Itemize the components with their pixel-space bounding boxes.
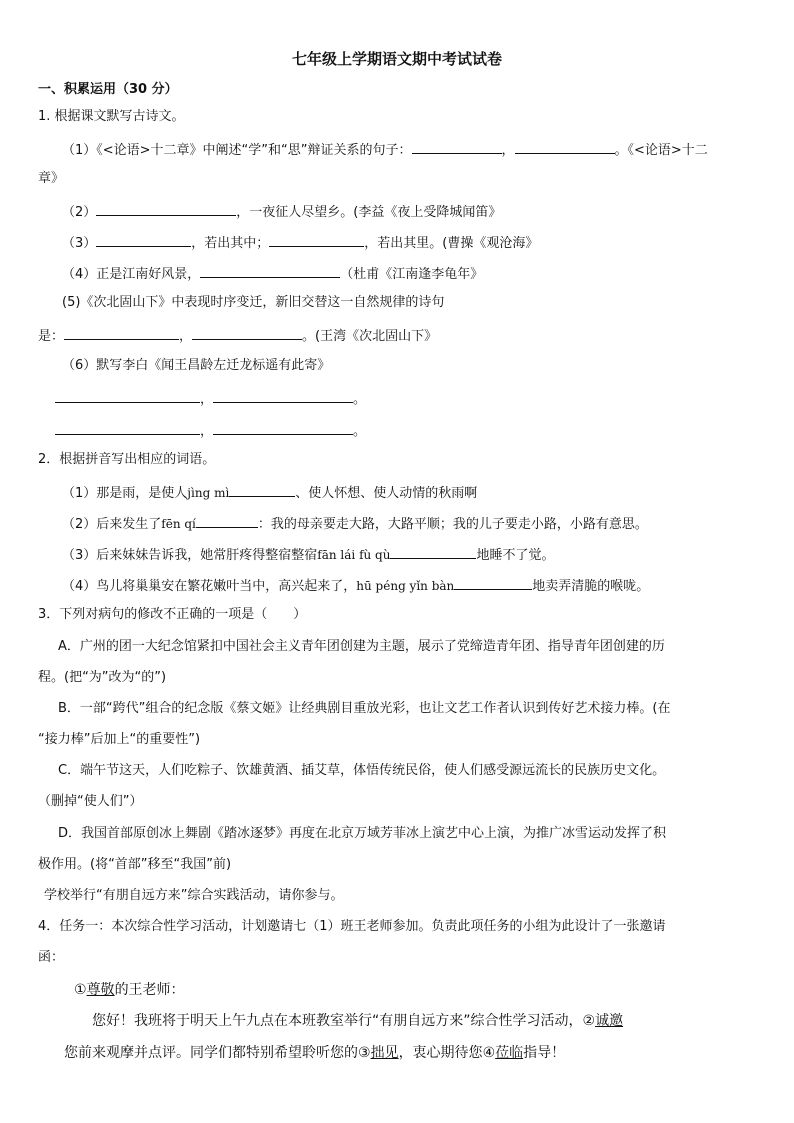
- option-c[interactable]: C．端午节这天，人们吃粽子、饮雄黄酒、插艾草，体悟传统民俗，使人们感受源远流长的民族历史文化。: [58, 763, 666, 778]
- answer-blank[interactable]: [390, 544, 476, 559]
- answer-blank[interactable]: [96, 232, 191, 247]
- q2-item-4: [62, 575, 649, 596]
- circled-number: ①: [74, 982, 87, 998]
- pinyin: jìng mì: [187, 486, 230, 500]
- letter-salutation: [74, 981, 185, 999]
- q1-item-2: [62, 201, 501, 222]
- circled-number: ②: [582, 1013, 596, 1029]
- punct: 。: [353, 424, 367, 439]
- salutation-text: 的王老师：: [114, 982, 185, 998]
- q1-item-3-mid: ，若出其中；: [191, 236, 270, 251]
- activity-intro: 学校举行“有朋自远方来”综合实践活动，请你参与。: [44, 888, 344, 903]
- answer-blank[interactable]: [269, 232, 364, 247]
- answer-blank[interactable]: [229, 482, 295, 497]
- answer-blank[interactable]: [213, 420, 353, 435]
- q2-item-1-tail: 、使人怀想、使人动情的秋雨啊: [295, 486, 478, 501]
- punct: ，: [179, 329, 193, 344]
- punct: 。: [353, 392, 367, 407]
- answer-blank[interactable]: [55, 388, 200, 403]
- q1-item-4-tail: （杜甫《江南逢李龟年》: [340, 267, 484, 282]
- q1-item-6: （6）默写李白《闻王昌龄左迁龙标遥有此寄》: [62, 358, 331, 373]
- underlined-word: 诚邀: [595, 1013, 624, 1029]
- question-1-stem: 1. 根据课文默写古诗文。: [38, 109, 185, 124]
- q1-item-5-wrap: [38, 325, 437, 346]
- pinyin: hū péng yǐn bàn: [356, 579, 455, 593]
- question-3-stem: 3．下列对病句的修改不正确的一项是（ ）: [38, 607, 307, 622]
- letter-text: 您前来观摩并点评。同学们都特别希望聆听您的: [64, 1045, 358, 1061]
- underlined-word: 尊敬: [86, 982, 115, 998]
- q1-item-3: [62, 232, 538, 253]
- option-d-wrap: 极作用。(将“首部”移至“我国”前): [38, 857, 232, 872]
- option-d[interactable]: D．我国首部原创冰上舞剧《踏冰逐梦》再度在北京万域芳菲冰上演艺中心上演，为推广冰雪运动发挥了积: [58, 826, 667, 841]
- punct: ，: [501, 143, 515, 158]
- q1-item-4: [62, 263, 483, 284]
- q1-item-1-text: （1）《<论语>十二章》中阐述“学”和“思”辩证关系的句子：: [62, 143, 412, 158]
- answer-blank[interactable]: [454, 575, 532, 590]
- answer-blank[interactable]: [515, 139, 615, 154]
- answer-blank[interactable]: [213, 388, 353, 403]
- circled-number: ③: [358, 1045, 371, 1061]
- answer-blank[interactable]: [196, 513, 258, 528]
- answer-blank[interactable]: [412, 139, 502, 154]
- q1-item-2-text: ，一夜征人尽望乡。(李益《夜上受降城闻笛》: [236, 205, 502, 220]
- q1-item-2-num: （2）: [62, 205, 97, 220]
- circled-number: ④: [482, 1045, 496, 1061]
- option-a[interactable]: A．广州的团一大纪念馆紧扣中国社会主义青年团创建为主题，展示了党缔造青年团、指导青年团创建的历: [58, 639, 665, 654]
- q2-item-2-text: （2）后来发生了: [62, 517, 162, 532]
- q1-item-6-line-2: [55, 420, 366, 441]
- answer-blank[interactable]: [200, 263, 340, 278]
- section-heading: 一、积累运用（30 分）: [38, 82, 178, 97]
- option-a-wrap: 程。(把“为”改为“的”): [38, 670, 167, 685]
- underlined-word: 拙见: [370, 1045, 399, 1061]
- q1-item-4-text: （4）正是江南好风景，: [62, 267, 201, 282]
- answer-blank[interactable]: [192, 325, 302, 340]
- q2-item-3: [62, 544, 554, 565]
- q2-item-1-text: （1）那是雨，是使人: [62, 486, 188, 501]
- option-c-wrap: （删掉“使人们”）: [38, 794, 143, 809]
- q2-item-3-tail: 地睡不了觉。: [476, 548, 555, 563]
- option-b[interactable]: B．一部“跨代”组合的纪念版《蔡文姬》让经典剧目重放光彩，也让文艺工作者认识到传好艺术接力棒。(在: [58, 701, 671, 716]
- letter-text: 您好！我班将于明天上午九点在本班教室举行“有朋自远方来”综合性学习活动，: [92, 1013, 583, 1029]
- letter-body-2: [64, 1044, 565, 1062]
- letter-text: 指导！: [523, 1045, 566, 1061]
- option-b-wrap: “接力棒”后加上“的重要性”): [38, 732, 201, 747]
- q2-item-2-tail: ：我的母亲要走大路，大路平顺；我的儿子要走小路，小路有意思。: [257, 517, 648, 532]
- q2-item-4-text: （4）鸟儿将巢巢安在繁花嫩叶当中，高兴起来了，: [62, 579, 357, 594]
- answer-blank[interactable]: [96, 201, 236, 216]
- q1-item-1: [62, 139, 708, 160]
- underlined-word: 莅临: [495, 1045, 524, 1061]
- page-title: 七年级上学期语文期中考试试卷: [291, 50, 502, 68]
- q1-item-1-tail: 。《<论语>十二: [614, 143, 708, 158]
- letter-body-1: [92, 1012, 623, 1030]
- q2-item-2: [62, 513, 648, 534]
- letter-text: ，衷心期待您: [398, 1045, 483, 1061]
- question-4-stem: 4．任务一：本次综合性学习活动，计划邀请七（1）班王老师参加。负责此项任务的小组为此设计了一张邀请: [38, 919, 666, 934]
- q2-item-4-tail: 地卖弄清脆的喉咙。: [532, 579, 650, 594]
- question-2-stem: 2．根据拼音写出相应的词语。: [38, 452, 216, 467]
- q1-item-5: (5)《次北固山下》中表现时序变迁，新旧交替这一自然规律的诗句: [62, 295, 445, 310]
- punct: ，: [200, 424, 214, 439]
- q1-item-5-lead: 是：: [38, 329, 65, 344]
- q2-item-3-text: （3）后来妹妹告诉我，她常肝疼得整宿整宿: [62, 548, 318, 563]
- punct: ，: [200, 392, 214, 407]
- answer-blank[interactable]: [64, 325, 179, 340]
- q1-item-1-wrap: 章》: [38, 171, 65, 186]
- q1-item-3-num: （3）: [62, 236, 97, 251]
- pinyin: fēn qí: [161, 517, 196, 531]
- answer-blank[interactable]: [55, 420, 200, 435]
- pinyin: fān lái fù qù: [317, 548, 391, 562]
- q1-item-5-tail: 。(王湾《次北固山下》: [302, 329, 438, 344]
- q1-item-6-line-1: [55, 388, 366, 409]
- q1-item-3-tail: ，若出其里。(曹操《观沧海》: [364, 236, 539, 251]
- question-4-stem-wrap: 函：: [38, 950, 65, 965]
- q2-item-1: [62, 482, 477, 503]
